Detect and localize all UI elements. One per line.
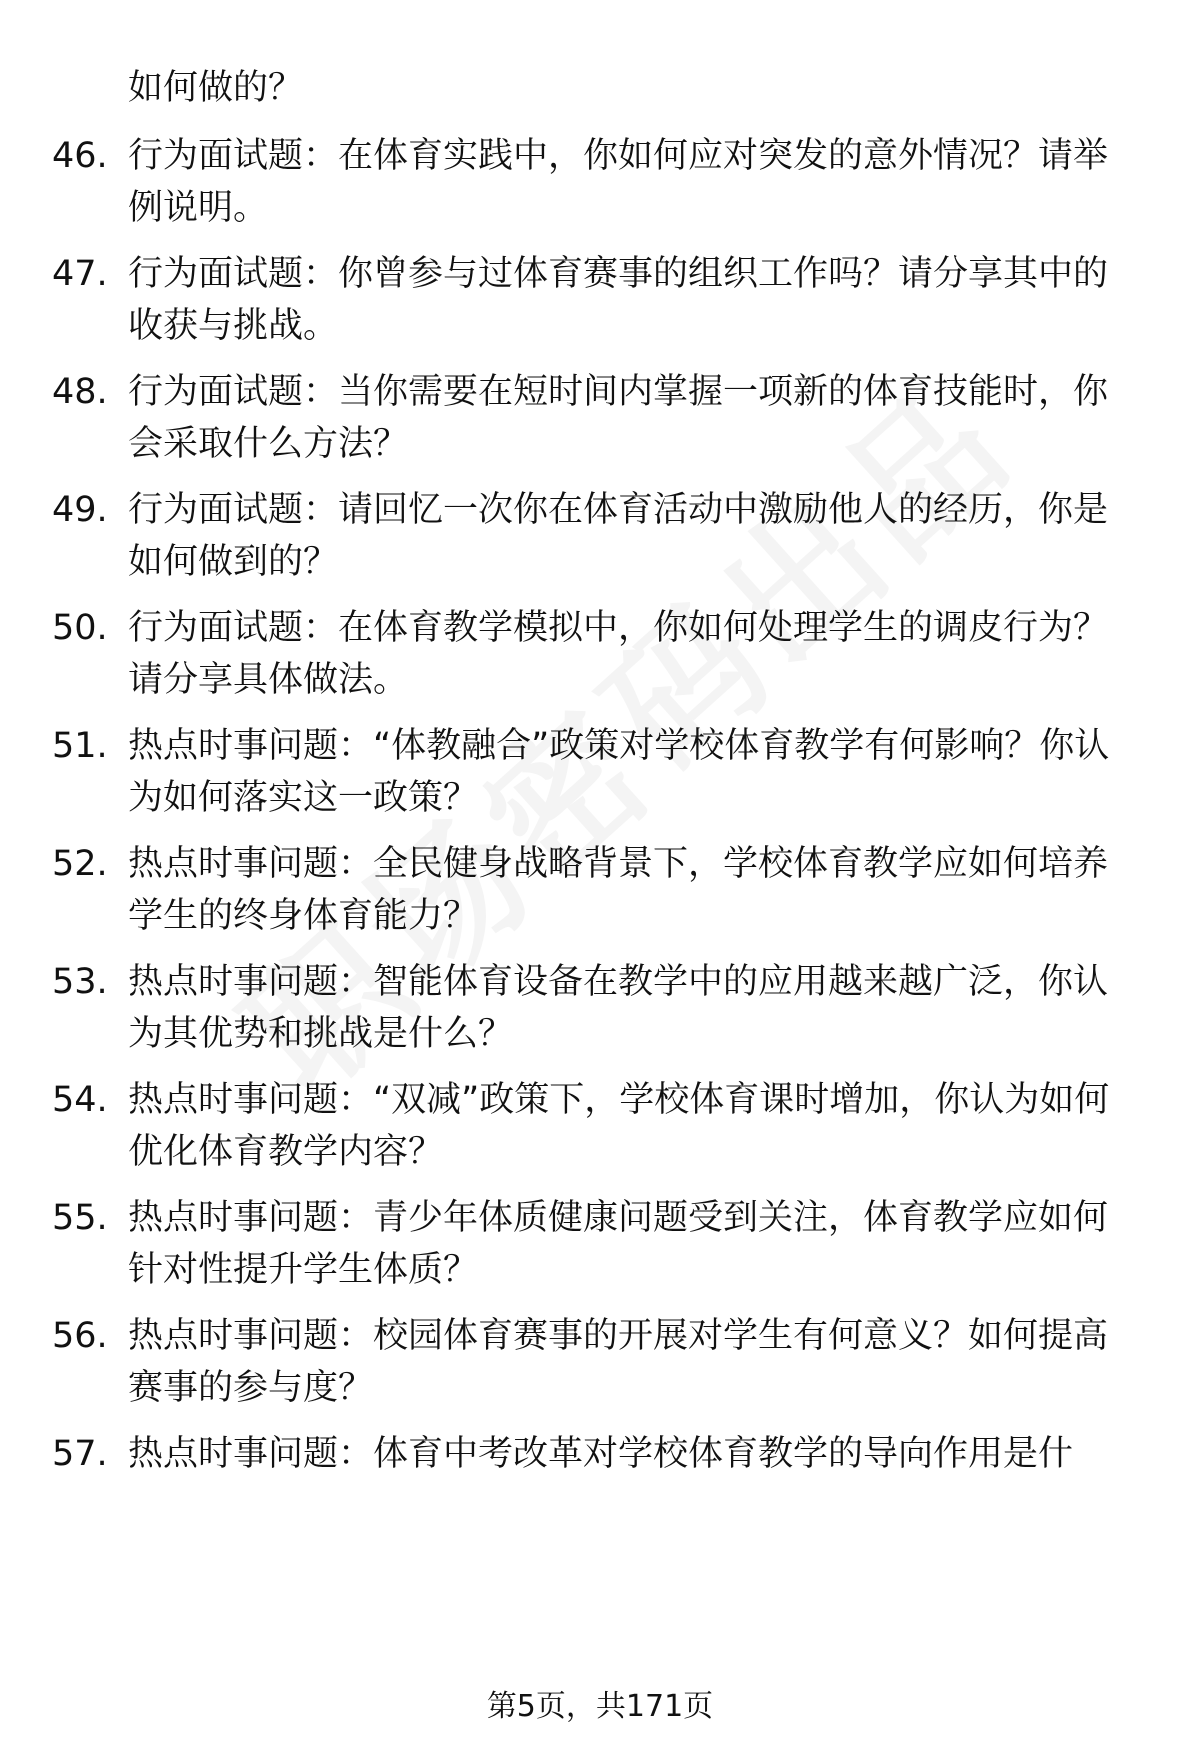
question-number: 50. (52, 608, 108, 648)
question-number: 47. (52, 254, 108, 294)
question-text: 热点时事问题：全民健身战略背景下，学校体育教学应如何培养学生的终身体育能力？ (128, 844, 1109, 936)
question-number: 56. (52, 1316, 108, 1356)
continuation-text: 如何做的？ (128, 68, 304, 108)
question-number: 48. (52, 372, 108, 412)
question-text: 行为面试题：在体育实践中，你如何应对突发的意外情况？请举例说明。 (128, 136, 1109, 228)
question-text: 行为面试题：在体育教学模拟中，你如何处理学生的调皮行为？请分享具体做法。 (128, 608, 1109, 700)
question-number: 54. (52, 1080, 108, 1120)
question-number: 52. (52, 844, 108, 884)
question-text: 行为面试题：你曾参与过体育赛事的组织工作吗？请分享其中的收获与挑战。 (128, 254, 1109, 346)
question-text: 热点时事问题：体育中考改革对学校体育教学的导向作用是什 (128, 1434, 1074, 1474)
question-number: 51. (52, 726, 108, 766)
question-text: 行为面试题：当你需要在短时间内掌握一项新的体育技能时，你会采取什么方法？ (128, 372, 1109, 464)
question-text: 热点时事问题：“体教融合”政策对学校体育教学有何影响？你认为如何落实这一政策？ (128, 726, 1110, 818)
question-number: 53. (52, 962, 108, 1002)
question-text: 热点时事问题：智能体育设备在教学中的应用越来越广泛，你认为其优势和挑战是什么？ (128, 962, 1109, 1054)
page-footer: 第5页，共171页 (486, 1689, 714, 1724)
question-number: 57. (52, 1434, 108, 1474)
question-text: 热点时事问题：“双减”政策下，学校体育课时增加，你认为如何优化体育教学内容？ (128, 1080, 1110, 1172)
question-text: 行为面试题：请回忆一次你在体育活动中激励他人的经历，你是如何做到的？ (128, 490, 1109, 582)
question-text: 热点时事问题：校园体育赛事的开展对学生有何意义？如何提高赛事的参与度？ (128, 1316, 1109, 1408)
question-number: 49. (52, 490, 108, 530)
question-number: 46. (52, 136, 108, 176)
question-number: 55. (52, 1198, 108, 1238)
question-text: 热点时事问题：青少年体质健康问题受到关注，体育教学应如何针对性提升学生体质？ (128, 1198, 1109, 1290)
